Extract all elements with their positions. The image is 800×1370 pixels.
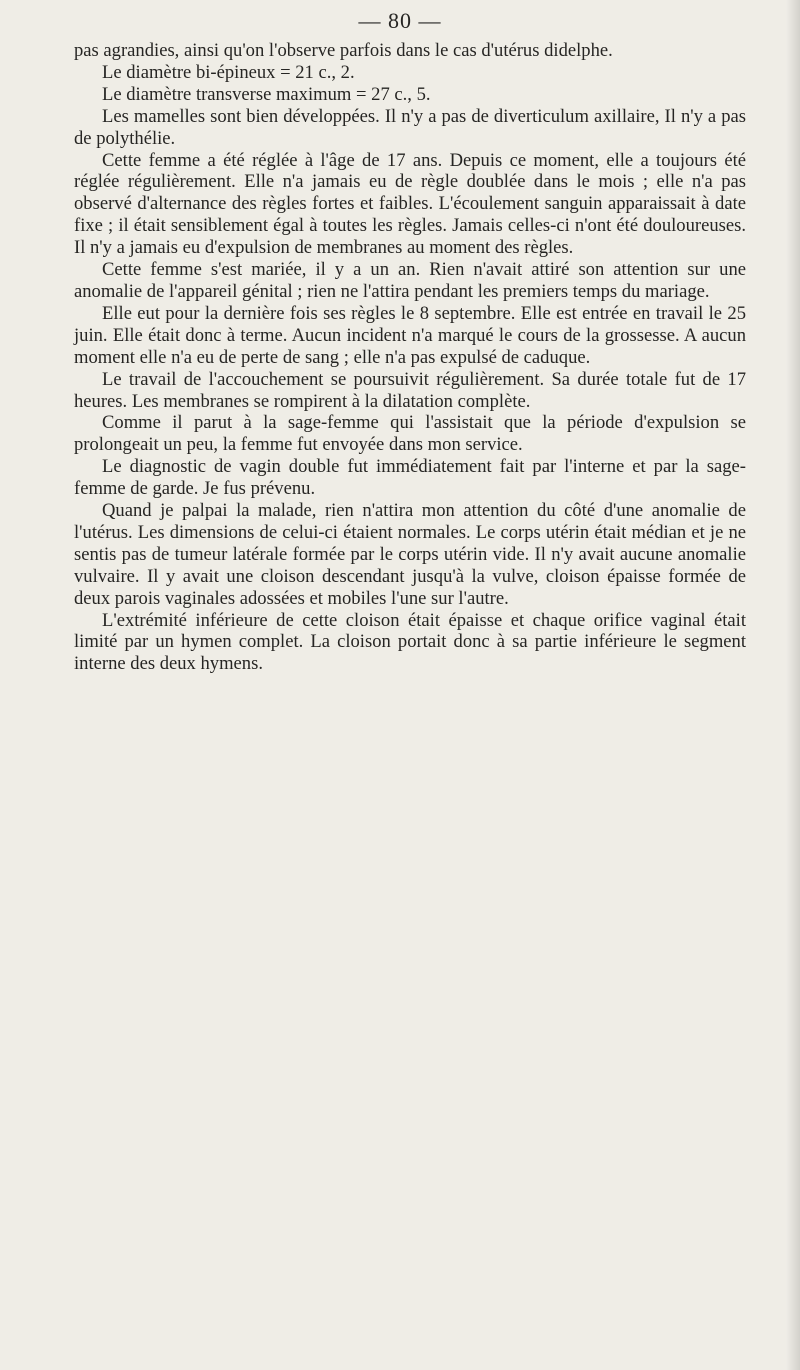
paragraph-mammary-glands: Les mamelles sont bien développées. Il n'y a pas de diverticulum axillaire, Il n'y a pas de polythélie.: [74, 105, 746, 149]
paragraph-expulsion-period: Comme il parut à la sage-femme qui l'assistait que la période d'expulsion se prolongeait un peu, la femme fut envoyée dans mon service.: [74, 412, 746, 456]
paragraph-continuation: pas agrandies, ainsi qu'on l'observe parfois dans le cas d'utérus didelphe.: [74, 40, 613, 61]
paragraph-transverse-diameter: Le diamètre transverse maximum = 27 c., 5.: [102, 83, 431, 105]
paragraph-diagnosis: Le diagnostic de vagin double fut immédiatement fait par l'interne et par la sage-femme de garde. Je fus prévenu.: [74, 456, 746, 500]
paragraph-menstruation: Cette femme a été réglée à l'âge de 17 ans. Depuis ce moment, elle a toujours été réglée régulièrement. Elle n'a jamais eu de règle doublée dans le mois ; elle n'a pas observé d'alternance des règles fortes et faibles. L'écoulement sanguin apparaissait à date fixe ; il était sensiblement égal à toutes les règles. Jamais celles-ci n'ont été douloureuses. Il n'y a jamais eu d'expulsion de membranes au moment des règles.: [74, 149, 746, 259]
page-number: — 80 —: [358, 8, 442, 33]
paragraph-pregnancy: Elle eut pour la dernière fois ses règles le 8 septembre. Elle est entrée en travail le 25 juin. Elle était donc à terme. Aucun incident n'a marqué le cours de la grossesse. A aucun moment elle n'a eu de perte de sang ; elle n'a pas expulsé de caduque.: [74, 302, 746, 368]
paragraph-septum: L'extrémité inférieure de cette cloison était épaisse et chaque orifice vaginal était limité par un hymen complet. La cloison portait donc à sa partie inférieure le segment interne des deux hymens.: [74, 609, 746, 675]
paragraph-labor: Le travail de l'accouchement se poursuivit régulièrement. Sa durée totale fut de 17 heures. Les membranes se rompirent à la dilatation complète.: [74, 368, 746, 412]
paragraph-bi-spinous-diameter: Le diamètre bi-épineux = 21 c., 2.: [102, 61, 355, 83]
page-edge-shadow: [786, 0, 800, 1370]
paragraph-palpation: Quand je palpai la malade, rien n'attira mon attention du côté d'une anomalie de l'utérus. Les dimensions de celui-ci étaient normales. Le corps utérin était médian et je ne sentis pas de tumeur latérale formée par le corps utérin vide. Il n'y avait aucune anomalie vulvaire. Il y avait une cloison descendant jusqu'à la vulve, cloison épaisse formée de deux parois vaginales adossées et mobiles l'une sur l'autre.: [74, 500, 746, 609]
body-text: [74, 40, 746, 675]
paragraph-marriage: Cette femme s'est mariée, il y a un an. Rien n'avait attiré son attention sur une anomalie de l'appareil génital ; rien ne l'attira pendant les premiers temps du mariage.: [74, 259, 746, 302]
